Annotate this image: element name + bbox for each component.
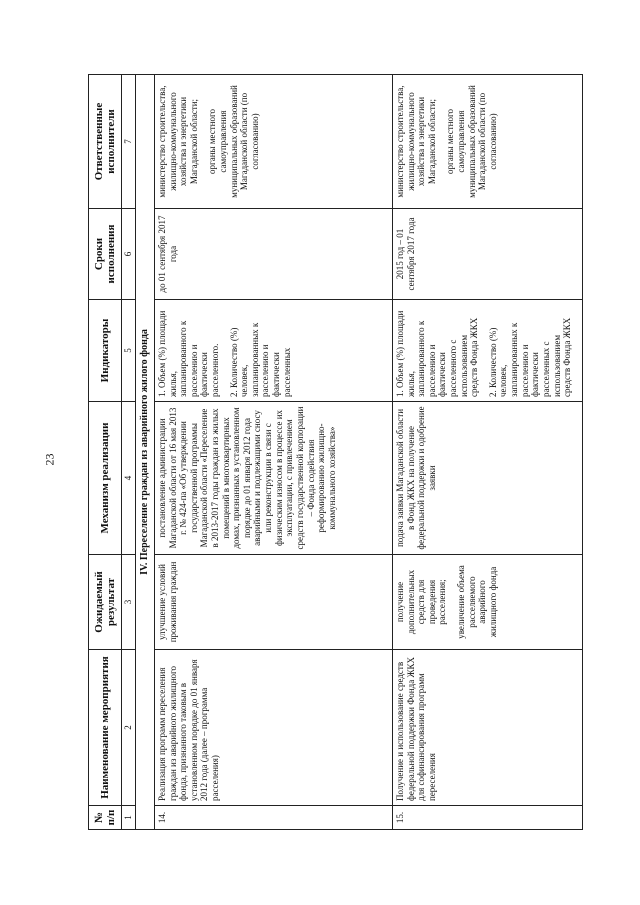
deadline: до 01 сентября 2017 года bbox=[154, 209, 392, 300]
mechanism: постановление администрации Магаданской области от 16 мая 2013 г. № 424-па «Об утверждении государственной программы Магаданской области «Переселение в 2013-2017 годы граждан из жилых помещений в многоквартирных домах, признанных в установленном порядке до 01 января 2012 года аварийными и подлежащими сносу или реконструкции в связи с физическим износом в процессе их эксплуатации, с привлечением средств государственной корпорации – Фонда содействия реформированию жилищно-коммунального хозяйства» bbox=[154, 402, 392, 555]
responsible-local-gov: органы местного самоуправления муниципальных образований Магаданской области (по согласованию) bbox=[444, 85, 498, 198]
measure-name: Реализация программ переселения граждан из аварийного жилищного фонда, признанного таковым в установленном порядке до 01 января 2012 года (далее – программа расселения) bbox=[154, 650, 392, 806]
column-number: 3 bbox=[121, 555, 135, 650]
column-number: 6 bbox=[121, 209, 135, 300]
measure-name: Получение и использование средств федеральной поддержки Фонда ЖКХ для софинансирования программ переселения bbox=[392, 650, 582, 806]
header-expected-result: Ожидаемый результат bbox=[88, 555, 121, 650]
header-measure-name: Наименование мероприятия bbox=[88, 650, 121, 806]
table-row bbox=[154, 75, 392, 830]
row-number: 14. bbox=[154, 806, 392, 830]
responsible bbox=[392, 75, 582, 209]
section-row bbox=[135, 75, 154, 830]
column-number: 4 bbox=[121, 402, 135, 555]
column-number: 2 bbox=[121, 650, 135, 806]
column-number-row bbox=[121, 75, 135, 830]
expected-result-1: получение дополнительных средств для проведения расселения; bbox=[394, 569, 447, 635]
column-number: 7 bbox=[121, 75, 135, 209]
table-row bbox=[392, 75, 582, 830]
measures-table bbox=[88, 74, 583, 830]
expected-result-2: увеличение объема расселяемого аварийного жилищного фонда bbox=[455, 565, 498, 639]
mechanism: подача заявки Магаданской области в Фонд ЖКХ на получение федеральной поддержки и одобрение заявки bbox=[392, 402, 582, 555]
indicator-1: 1. Объем (%) площади жилья, запланированного к расселению и фактически расселенного с использованием средств Фонда ЖКХ bbox=[394, 310, 479, 397]
responsible-ministry: министерство строительства, жилищно-коммунального хозяйства и энергетики Магаданской области; bbox=[394, 85, 437, 198]
header-row bbox=[88, 75, 121, 830]
indicator-1: 1. Объем (%) площади жилья, запланированного к расселению и фактически расселенного. bbox=[156, 310, 220, 397]
column-number: 5 bbox=[121, 300, 135, 402]
indicators bbox=[154, 300, 392, 402]
rotated-table-sheet bbox=[88, 75, 572, 830]
deadline: 2015 год – 01 сентября 2017 года bbox=[392, 209, 582, 300]
header-responsible: Ответственные исполнители bbox=[88, 75, 121, 209]
responsible bbox=[154, 75, 392, 209]
header-indicators: Индикаторы bbox=[88, 300, 121, 402]
section-title: IV. Переселение граждан из аварийного жилого фонда bbox=[135, 75, 154, 830]
header-deadlines: Сроки исполнения bbox=[88, 209, 121, 300]
indicators bbox=[392, 300, 582, 402]
indicator-2: 2. Количество (%) человек, запланированных к расселению и фактически расселенных с использованием средств Фонда ЖКХ bbox=[487, 317, 572, 397]
header-mechanism: Механизм реализации bbox=[88, 402, 121, 555]
column-number: 1 bbox=[121, 806, 135, 830]
header-number: № п/п bbox=[88, 806, 121, 830]
page-number: 23 bbox=[42, 453, 57, 466]
responsible-local-gov: органы местного самоуправления муниципальных образований Магаданской области (по согласованию) bbox=[206, 85, 260, 198]
indicator-2: 2. Количество (%) человек, запланированных к расселению и фактически расселенных bbox=[228, 322, 292, 397]
responsible-ministry: министерство строительства, жилищно-коммунального хозяйства и энергетики Магаданской области; bbox=[156, 85, 199, 198]
row-number: 15. bbox=[392, 806, 582, 830]
expected-result: улучшение условий проживания граждан bbox=[154, 555, 392, 650]
expected-result bbox=[392, 555, 582, 650]
